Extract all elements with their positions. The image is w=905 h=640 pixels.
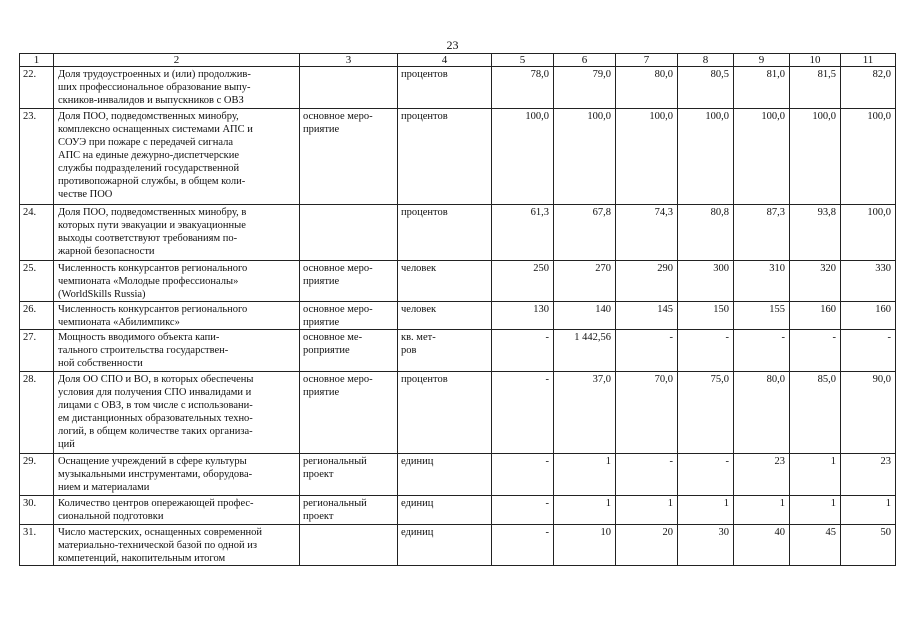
row-number: 30.	[20, 496, 54, 525]
value-cell: 87,3	[734, 205, 790, 261]
unit-of-measure	[398, 372, 492, 454]
value-cell: 61,3	[492, 205, 554, 261]
cell-line: которых пути эвакуации и эвакуационные	[58, 220, 246, 231]
measure-type	[300, 496, 398, 525]
value-cell: 45	[790, 525, 841, 566]
cell-line: основное меро-	[303, 374, 373, 385]
cell-line: Доля ПОО, подведомственных минобру, в	[58, 207, 247, 218]
cell-line: основное ме-	[303, 332, 363, 343]
cell-line: жарной безопасности	[58, 246, 155, 257]
value-cell: 78,0	[492, 67, 554, 109]
value-cell: -	[492, 330, 554, 372]
table-row	[20, 205, 896, 261]
value-cell: 320	[790, 261, 841, 302]
value-cell: 81,5	[790, 67, 841, 109]
table-row	[20, 525, 896, 566]
indicator-name	[54, 496, 300, 525]
value-cell: 85,0	[790, 372, 841, 454]
cell-line: компетенций, накопительным итогом	[58, 553, 226, 564]
col-header: 3	[300, 54, 398, 67]
cell-line: ров	[401, 345, 417, 356]
cell-line: Численность конкурсантов регионального	[58, 304, 248, 315]
indicator-name	[54, 372, 300, 454]
row-number: 27.	[20, 330, 54, 372]
cell-line: службы подразделений государственной	[58, 163, 240, 174]
col-header: 5	[492, 54, 554, 67]
cell-line: проект	[303, 469, 334, 480]
value-cell: 74,3	[616, 205, 678, 261]
value-cell: 100,0	[841, 109, 896, 205]
cell-line: приятие	[303, 387, 340, 398]
value-cell: 82,0	[841, 67, 896, 109]
value-cell: -	[616, 454, 678, 496]
value-cell: 1	[554, 496, 616, 525]
row-number: 28.	[20, 372, 54, 454]
header-row	[20, 54, 896, 67]
cell-line: ем дистанционных образовательных техно-	[58, 413, 253, 424]
row-number: 24.	[20, 205, 54, 261]
cell-line: региональный	[303, 498, 367, 509]
unit-of-measure	[398, 496, 492, 525]
cell-line: процентов	[401, 374, 448, 385]
col-header: 9	[734, 54, 790, 67]
value-cell: 80,5	[678, 67, 734, 109]
value-cell: 100,0	[734, 109, 790, 205]
value-cell: -	[841, 330, 896, 372]
row-number: 31.	[20, 525, 54, 566]
value-cell: -	[492, 454, 554, 496]
indicators-table	[19, 53, 896, 566]
value-cell: 80,0	[616, 67, 678, 109]
value-cell: 310	[734, 261, 790, 302]
cell-line: (WorldSkills Russia)	[58, 289, 146, 300]
cell-line: процентов	[401, 69, 448, 80]
value-cell: 1	[841, 496, 896, 525]
value-cell: 1 442,56	[554, 330, 616, 372]
cell-line: чемпионата «Абилимпикс»	[58, 317, 180, 328]
value-cell: 1	[790, 496, 841, 525]
col-header: 10	[790, 54, 841, 67]
cell-line: честве ПОО	[58, 189, 113, 200]
value-cell: 100,0	[616, 109, 678, 205]
measure-type	[300, 109, 398, 205]
value-cell: -	[492, 525, 554, 566]
indicator-name	[54, 109, 300, 205]
cell-line: проект	[303, 511, 334, 522]
cell-line: Численность конкурсантов регионального	[58, 263, 248, 274]
value-cell: 100,0	[678, 109, 734, 205]
value-cell: 145	[616, 302, 678, 330]
col-header: 1	[20, 54, 54, 67]
cell-line: музыкальными инструментами, оборудова-	[58, 469, 253, 480]
cell-line: приятие	[303, 317, 340, 328]
cell-line: нием и материалами	[58, 482, 150, 493]
cell-line: приятие	[303, 124, 340, 135]
unit-of-measure	[398, 454, 492, 496]
cell-line: ших профессиональное образование выпу-	[58, 82, 251, 93]
unit-of-measure	[398, 205, 492, 261]
measure-type	[300, 261, 398, 302]
cell-line: Мощность вводимого объекта капи-	[58, 332, 220, 343]
value-cell: 37,0	[554, 372, 616, 454]
col-header: 2	[54, 54, 300, 67]
cell-line: приятие	[303, 276, 340, 287]
cell-line: человек	[401, 263, 437, 274]
value-cell: 23	[841, 454, 896, 496]
unit-of-measure	[398, 330, 492, 372]
value-cell: 90,0	[841, 372, 896, 454]
unit-of-measure	[398, 109, 492, 205]
table-row	[20, 454, 896, 496]
unit-of-measure	[398, 67, 492, 109]
indicator-name	[54, 330, 300, 372]
col-header: 7	[616, 54, 678, 67]
unit-of-measure	[398, 525, 492, 566]
value-cell: 1	[616, 496, 678, 525]
value-cell: -	[678, 454, 734, 496]
page-number: 23	[446, 38, 459, 52]
value-cell: -	[492, 372, 554, 454]
cell-line: АПС на единые дежурно-диспетчерские	[58, 150, 239, 161]
value-cell: 300	[678, 261, 734, 302]
value-cell: 20	[616, 525, 678, 566]
value-cell: 100,0	[841, 205, 896, 261]
table-row	[20, 67, 896, 109]
row-number: 25.	[20, 261, 54, 302]
cell-line: кв. мет-	[401, 332, 436, 343]
value-cell: 40	[734, 525, 790, 566]
cell-line: СОУЭ при пожаре с передачей сигнала	[58, 137, 233, 148]
value-cell: 80,0	[734, 372, 790, 454]
indicator-name	[54, 205, 300, 261]
cell-line: ной собственности	[58, 358, 143, 369]
value-cell: 250	[492, 261, 554, 302]
measure-type	[300, 205, 398, 261]
cell-line: Доля ПОО, подведомственных минобру,	[58, 111, 239, 122]
value-cell: -	[492, 496, 554, 525]
col-header: 4	[398, 54, 492, 67]
value-cell: 79,0	[554, 67, 616, 109]
value-cell: 330	[841, 261, 896, 302]
cell-line: единиц	[401, 527, 434, 538]
value-cell: 30	[678, 525, 734, 566]
cell-line: Число мастерских, оснащенных современной	[58, 527, 263, 538]
table-row	[20, 261, 896, 302]
value-cell: 75,0	[678, 372, 734, 454]
table-row	[20, 302, 896, 330]
indicator-name	[54, 67, 300, 109]
row-number: 26.	[20, 302, 54, 330]
value-cell: -	[616, 330, 678, 372]
value-cell: 10	[554, 525, 616, 566]
cell-line: основное меро-	[303, 263, 373, 274]
cell-line: Количество центров опережающей профес-	[58, 498, 254, 509]
col-header: 11	[841, 54, 896, 67]
unit-of-measure	[398, 302, 492, 330]
value-cell: 270	[554, 261, 616, 302]
cell-line: выходы соответствуют требованиям по-	[58, 233, 238, 244]
col-header: 8	[678, 54, 734, 67]
value-cell: 1	[734, 496, 790, 525]
unit-of-measure	[398, 261, 492, 302]
row-number: 22.	[20, 67, 54, 109]
value-cell: 81,0	[734, 67, 790, 109]
value-cell: -	[734, 330, 790, 372]
cell-line: ций	[58, 439, 75, 450]
value-cell: 130	[492, 302, 554, 330]
value-cell: 100,0	[790, 109, 841, 205]
table-row	[20, 372, 896, 454]
cell-line: скников-инвалидов и выпускников с ОВЗ	[58, 95, 244, 106]
cell-line: Оснащение учреждений в сфере культуры	[58, 456, 247, 467]
value-cell: 23	[734, 454, 790, 496]
value-cell: 1	[678, 496, 734, 525]
cell-line: роприятие	[303, 345, 350, 356]
value-cell: 160	[841, 302, 896, 330]
value-cell: 140	[554, 302, 616, 330]
indicator-name	[54, 454, 300, 496]
value-cell: 100,0	[492, 109, 554, 205]
value-cell: -	[790, 330, 841, 372]
cell-line: человек	[401, 304, 437, 315]
cell-line: логий, в общем количестве таких организа-	[58, 426, 253, 437]
col-header: 6	[554, 54, 616, 67]
cell-line: материально-технической базой по одной из	[58, 540, 257, 551]
value-cell: 50	[841, 525, 896, 566]
value-cell: 1	[790, 454, 841, 496]
cell-line: основное меро-	[303, 111, 373, 122]
cell-line: основное меро-	[303, 304, 373, 315]
row-number: 29.	[20, 454, 54, 496]
cell-line: региональный	[303, 456, 367, 467]
table-row	[20, 496, 896, 525]
cell-line: тального строительства государствен-	[58, 345, 229, 356]
value-cell: 290	[616, 261, 678, 302]
measure-type	[300, 302, 398, 330]
cell-line: комплексно оснащенных системами АПС и	[58, 124, 253, 135]
measure-type	[300, 67, 398, 109]
value-cell: 150	[678, 302, 734, 330]
measure-type	[300, 372, 398, 454]
table-row	[20, 109, 896, 205]
measure-type	[300, 330, 398, 372]
cell-line: условия для получения СПО инвалидами и	[58, 387, 252, 398]
value-cell: -	[678, 330, 734, 372]
value-cell: 100,0	[554, 109, 616, 205]
cell-line: единиц	[401, 498, 434, 509]
cell-line: процентов	[401, 207, 448, 218]
cell-line: сиональной подготовки	[58, 511, 164, 522]
cell-line: лицами с ОВЗ, в том числе с использовани-	[58, 400, 253, 411]
table-row	[20, 330, 896, 372]
cell-line: единиц	[401, 456, 434, 467]
value-cell: 80,8	[678, 205, 734, 261]
value-cell: 1	[554, 454, 616, 496]
value-cell: 67,8	[554, 205, 616, 261]
cell-line: противопожарной службы, в общем коли-	[58, 176, 246, 187]
value-cell: 155	[734, 302, 790, 330]
indicator-name	[54, 302, 300, 330]
indicator-name	[54, 261, 300, 302]
measure-type	[300, 454, 398, 496]
value-cell: 160	[790, 302, 841, 330]
value-cell: 93,8	[790, 205, 841, 261]
cell-line: Доля ОО СПО и ВО, в которых обеспечены	[58, 374, 254, 385]
cell-line: процентов	[401, 111, 448, 122]
row-number: 23.	[20, 109, 54, 205]
measure-type	[300, 525, 398, 566]
cell-line: Доля трудоустроенных и (или) продолжив-	[58, 69, 251, 80]
cell-line: чемпионата «Молодые профессионалы»	[58, 276, 239, 287]
value-cell: 70,0	[616, 372, 678, 454]
indicator-name	[54, 525, 300, 566]
